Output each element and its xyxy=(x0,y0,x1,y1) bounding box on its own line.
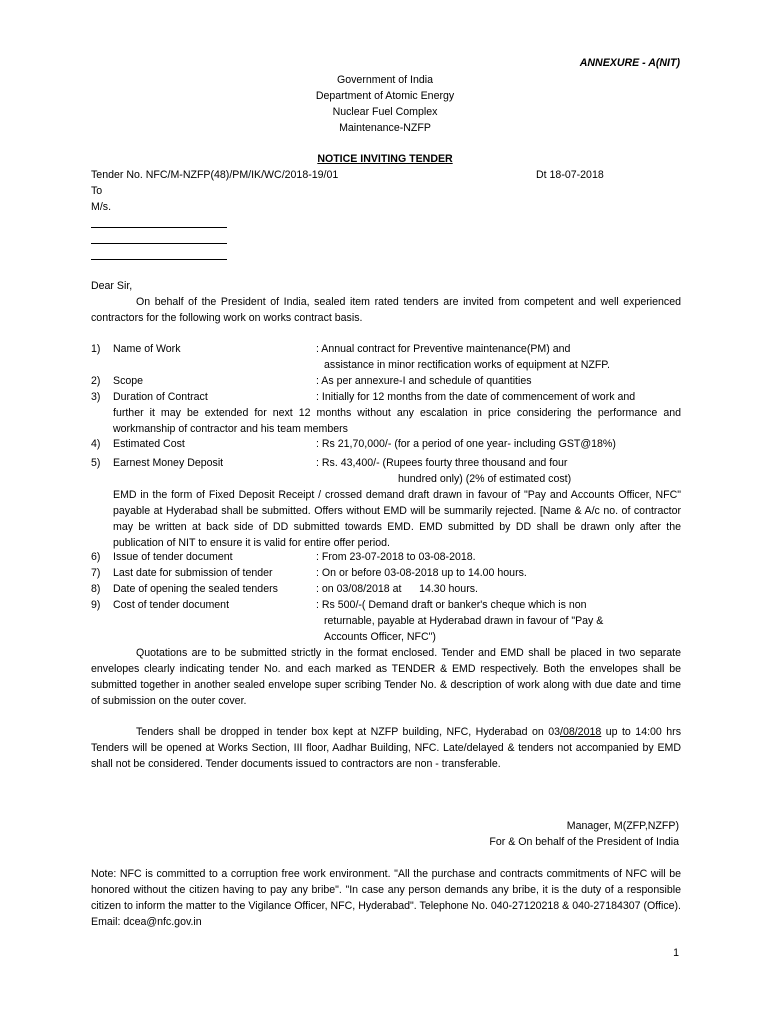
item-number: 3) xyxy=(91,391,101,403)
item-number: 2) xyxy=(91,375,101,387)
item-label: Last date for submission of tender xyxy=(113,567,273,579)
item-number: 6) xyxy=(91,551,101,563)
item-value-continued: Accounts Officer, NFC") xyxy=(324,631,436,643)
tender-drop-paragraph xyxy=(91,724,681,772)
note-paragraph: Note: NFC is committed to a corruption free work environment. "All the purchase and contracts commitments of NFC will be honored without the citizen having to pay any bribe". "In case any person demands any bribe, it is the duty of a responsible citizen to inform the matter to the Vigilance Officer, NFC, Hyderabad". Telephone No. 040-27120218 & 040-27184307 (Office). Email: dcea@nfc.gov.in xyxy=(91,868,681,928)
item-label: Earnest Money Deposit xyxy=(113,457,224,469)
item-number: 8) xyxy=(91,583,101,595)
item-value: : Annual contract for Preventive maintenance(PM) and xyxy=(316,343,571,355)
intro-paragraph: On behalf of the President of India, sealed item rated tenders are invited from competent and well experienced contractors for the following work on works contract basis. xyxy=(91,296,681,324)
item-value-continued: hundred only) (2% of estimated cost) xyxy=(398,473,572,485)
signature-behalf: For & On behalf of the President of India xyxy=(489,836,679,848)
item-continuation: EMD in the form of Fixed Deposit Receipt / crossed demand draft drawn in favour of "Pay and Accounts Officer, NFC" payable at Hyderabad shall be submitted. Offers without EMD will be summarily rejected. [Name & A/c no. of contractor may be written at back side of DD submitted towards EMD. EMD submitted by DD shall be drawn only after the publication of NIT to ensure it is valid for entire offer period. xyxy=(113,489,681,549)
signature-title: Manager, M(ZFP,NZFP) xyxy=(566,820,679,832)
item-value-continued: returnable, payable at Hyderabad drawn in favour of "Pay & xyxy=(324,615,604,627)
item-label: Cost of tender document xyxy=(113,599,230,611)
item-value: : Initially for 12 months from the date of commencement of work and xyxy=(316,391,636,403)
tender-drop-text-rest: up to 14:00 hrs Tenders will be opened at Works Section, III floor, Aadhar Building, NFC. Late/delayed & tenders not accompanied by EMD shall not be considered. Tender documents issued to contractors are non - transferable. xyxy=(91,726,681,770)
tender-drop-date-underlined: /08/2018 xyxy=(560,726,602,738)
item-number: 9) xyxy=(91,599,101,611)
item-label: Estimated Cost xyxy=(113,438,185,450)
item-value-continued: assistance in minor rectification works of equipment at NZFP. xyxy=(324,359,610,371)
header-line-3: Nuclear Fuel Complex xyxy=(332,106,438,118)
item-label: Scope xyxy=(113,375,144,387)
item-number: 1) xyxy=(91,343,101,355)
item-number: 5) xyxy=(91,457,101,469)
item-value: : From 23-07-2018 to 03-08-2018. xyxy=(316,551,476,563)
item-value: : on 03/08/2018 at 14.30 hours. xyxy=(316,583,478,595)
item-label: Duration of Contract xyxy=(113,391,208,403)
header-line-1: Government of India xyxy=(337,74,433,86)
item-value: : Rs. 43,400/- (Rupees fourty three thousand and four xyxy=(316,457,568,469)
quotations-paragraph: Quotations are to be submitted strictly in the format enclosed. Tender and EMD shall be placed in two separate envelopes clearly indicating tender No. and each marked as TENDER & EMD respectively. Both the envelopes shall be submitted together in another sealed envelope super scribing Tender No. & description of work along with due date and time of submission on the outer cover. xyxy=(91,647,681,707)
item-continuation: further it may be extended for next 12 months without any escalation in price considering the performance and workmanship of contractor and his team members xyxy=(113,407,681,435)
item-number: 4) xyxy=(91,438,101,450)
item-value: : As per annexure-I and schedule of quantities xyxy=(316,375,532,387)
page-number: 1 xyxy=(673,947,679,959)
item-label: Name of Work xyxy=(113,343,181,355)
tender-number: Tender No. NFC/M-NZFP(48)/PM/IK/WC/2018-19/01 xyxy=(91,169,339,181)
item-label: Date of opening the sealed tenders xyxy=(113,583,278,595)
tender-drop-text: Tenders shall be dropped in tender box kept at NZFP building, NFC, Hyderabad on 03 xyxy=(136,726,561,738)
header-line-2: Department of Atomic Energy xyxy=(315,90,455,102)
item-label: Issue of tender document xyxy=(113,551,233,563)
item-number: 7) xyxy=(91,567,101,579)
salutation: Dear Sir, xyxy=(91,280,133,292)
address-blank-line xyxy=(91,243,227,244)
annexure-label: ANNEXURE - A(NIT) xyxy=(579,57,680,69)
ms-label: M/s. xyxy=(91,201,112,213)
header-line-4: Maintenance-NZFP xyxy=(339,122,431,134)
to-label: To xyxy=(91,185,103,197)
document-title: NOTICE INVITING TENDER xyxy=(317,153,453,165)
item-value: : Rs 21,70,000/- (for a period of one year- including GST@18%) xyxy=(316,438,616,450)
tender-date: Dt 18-07-2018 xyxy=(536,169,604,181)
address-blank-line xyxy=(91,227,227,228)
item-value: : On or before 03-08-2018 up to 14.00 hours. xyxy=(316,567,527,579)
address-blank-line xyxy=(91,259,227,260)
item-value: : Rs 500/-( Demand draft or banker's cheque which is non xyxy=(316,599,587,611)
